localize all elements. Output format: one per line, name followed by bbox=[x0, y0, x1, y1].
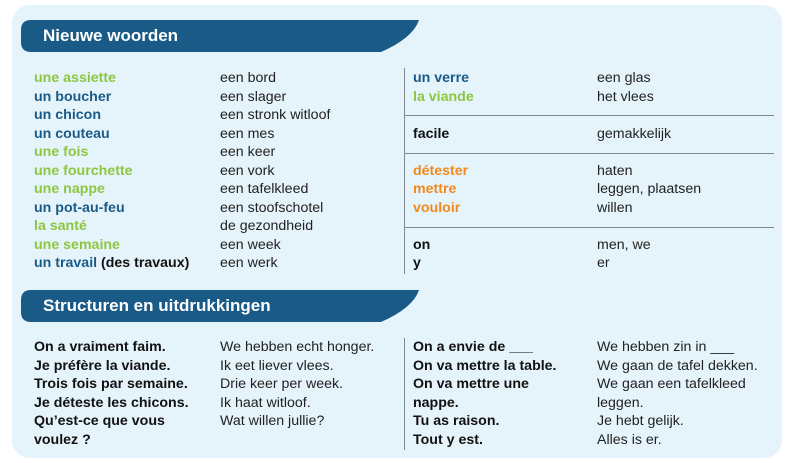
dutch-translation: Drie keer per week. bbox=[220, 376, 344, 392]
row-divider bbox=[404, 115, 774, 116]
dutch-translation: leggen. bbox=[597, 394, 644, 411]
dutch-translation: een mes bbox=[220, 125, 275, 142]
dutch-translation: een glas bbox=[597, 70, 651, 86]
french-phrase: voulez ? bbox=[34, 431, 91, 448]
dutch-translation: een tafelkleed bbox=[220, 181, 309, 197]
french-word: la santé bbox=[34, 218, 87, 234]
french-word: la viande bbox=[413, 88, 474, 105]
dutch-translation: Je hebt gelijk. bbox=[597, 413, 684, 429]
french-phrase: nappe. bbox=[413, 394, 459, 411]
french-word: y bbox=[413, 255, 421, 271]
dutch-translation: een stronk witloof bbox=[220, 107, 331, 123]
french-word: une fois bbox=[34, 144, 89, 160]
french-phrase: On va mettre la table. bbox=[413, 357, 557, 374]
french-word: une nappe bbox=[34, 181, 105, 197]
french-phrase: On va mettre une bbox=[413, 376, 529, 392]
dutch-translation: willen bbox=[597, 199, 633, 216]
dutch-translation: We hebben zin in ___ bbox=[597, 339, 734, 355]
french-word: facile bbox=[413, 125, 450, 142]
french-verb: mettre bbox=[413, 181, 457, 197]
french-word-with-plural bbox=[34, 254, 189, 273]
dutch-translation: men, we bbox=[597, 236, 651, 253]
plural-form: (des travaux) bbox=[97, 255, 190, 271]
column-divider bbox=[404, 68, 405, 274]
dutch-translation: leggen, plaatsen bbox=[597, 181, 702, 197]
dutch-translation: Ik eet liever vlees. bbox=[220, 357, 334, 374]
french-word: un chicon bbox=[34, 107, 101, 123]
dutch-translation: Wat willen jullie? bbox=[220, 413, 325, 429]
dutch-translation: er bbox=[597, 255, 610, 271]
dutch-translation: gemakkelijk bbox=[597, 125, 672, 142]
dutch-translation: het vlees bbox=[597, 88, 654, 105]
french-phrase: Je déteste les chicons. bbox=[34, 394, 189, 411]
french-word: un pot-au-feu bbox=[34, 199, 125, 216]
dutch-translation: We gaan de tafel dekken. bbox=[597, 357, 758, 374]
dutch-translation: een week bbox=[220, 236, 281, 253]
french-verb: détester bbox=[413, 162, 469, 179]
french-word: une assiette bbox=[34, 70, 117, 86]
french-phrase: Je préfère la viande. bbox=[34, 357, 171, 374]
dutch-translation: een bord bbox=[220, 70, 277, 86]
row-divider bbox=[404, 153, 774, 154]
french-word: on bbox=[413, 236, 431, 253]
french-phrase: Qu’est-ce que vous bbox=[34, 413, 165, 429]
dutch-translation: Ik haat witloof. bbox=[220, 394, 311, 411]
french-word: un couteau bbox=[34, 125, 110, 142]
dutch-translation: de gezondheid bbox=[220, 218, 314, 234]
french-word: un verre bbox=[413, 70, 469, 86]
section-title: Nieuwe woorden bbox=[43, 26, 179, 45]
dutch-translation: een werk bbox=[220, 255, 278, 271]
section-banner-structures bbox=[21, 290, 421, 322]
dutch-translation: We gaan een tafelkleed bbox=[597, 376, 746, 392]
dutch-translation: We hebben echt honger. bbox=[220, 339, 375, 355]
french-phrase: Tout y est. bbox=[413, 431, 483, 448]
dutch-translation: haten bbox=[597, 162, 633, 179]
row-divider bbox=[404, 227, 774, 228]
dutch-translation: een vork bbox=[220, 162, 275, 179]
section-title: Structuren en uitdrukkingen bbox=[43, 296, 271, 315]
french-phrase: On a envie de ___ bbox=[413, 339, 533, 355]
section-banner-new-words bbox=[21, 20, 421, 52]
french-word: une semaine bbox=[34, 236, 120, 253]
french-phrase: On a vraiment faim. bbox=[34, 339, 166, 355]
dutch-translation: een keer bbox=[220, 144, 276, 160]
french-word: une fourchette bbox=[34, 162, 133, 179]
dutch-translation: een stoofschotel bbox=[220, 199, 324, 216]
column-divider bbox=[404, 338, 405, 450]
dutch-translation: Alles is er. bbox=[597, 431, 662, 448]
dutch-translation: een slager bbox=[220, 88, 287, 105]
french-phrase: Trois fois par semaine. bbox=[34, 376, 188, 392]
french-word: un boucher bbox=[34, 88, 112, 105]
french-word: un travail bbox=[34, 255, 98, 271]
french-phrase: Tu as raison. bbox=[413, 413, 500, 429]
french-verb: vouloir bbox=[413, 199, 461, 216]
